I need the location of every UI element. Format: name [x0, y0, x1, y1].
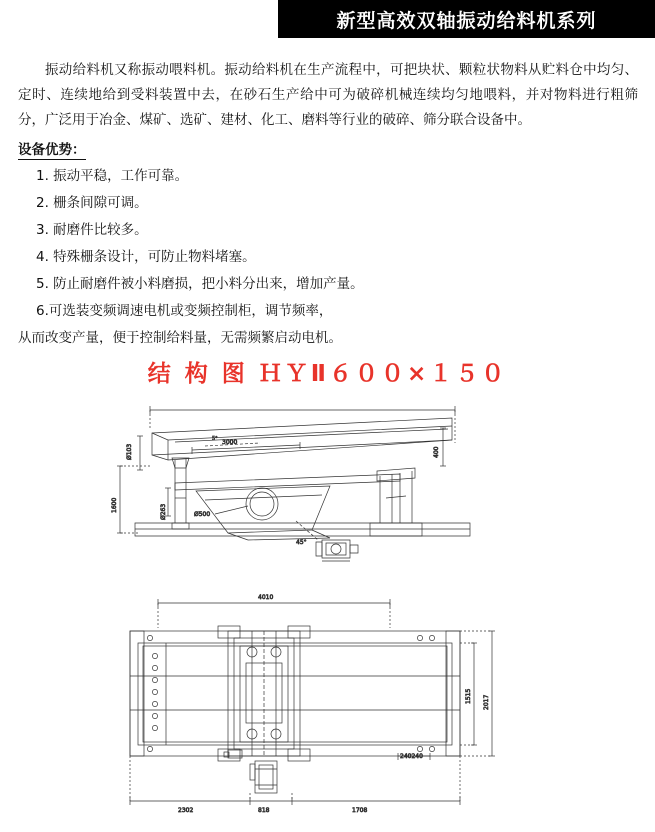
header-banner — [278, 0, 655, 38]
svg-text:818: 818 — [258, 807, 270, 814]
advantages-continuation: 从而改变产量，便于控制给料量，无需频繁启动电机。 — [18, 330, 342, 346]
advantages-heading — [18, 138, 86, 158]
list-item: 6.可选装变频调速电机或变频控制柜，调节频率， — [36, 303, 333, 319]
list-item: 5. 防止耐磨件被小料磨损，把小料分出来，增加产量。 — [36, 276, 364, 292]
svg-text:2017: 2017 — [483, 694, 490, 710]
list-item: 2. 栅条间隙可调。 — [36, 195, 148, 211]
svg-text:Ø263: Ø263 — [160, 503, 167, 520]
drawing-title: 结 构 图 ＨＹⅡ６００×１５０ — [147, 361, 508, 387]
intro-paragraph: 振动给料机又称振动喂料机。振动给料机在生产流程中，可把块状、颗粒状物料从贮料仓中均匀、定时、连续地给到受料装置中去，在砂石生产给中可为破碎机械连续均匀地喂料，并对物料进行粗筛分，广泛用于冶金、煤矿、选矿、建材、化工、磨料等行业的破碎、筛分联合设备中。 — [18, 62, 638, 128]
svg-text:4010: 4010 — [258, 594, 274, 601]
page-title: 新型高效双轴振动给料机系列 — [336, 9, 597, 32]
advantages-heading-text: 设备优势： — [18, 142, 86, 158]
svg-text:5°: 5° — [212, 436, 218, 442]
svg-text:240240: 240240 — [400, 753, 423, 760]
svg-text:Ø500: Ø500 — [194, 511, 211, 518]
svg-text:400: 400 — [433, 446, 440, 458]
technical-drawing — [0, 388, 655, 832]
list-item: 4. 特殊栅条设计，可防止物料堵塞。 — [36, 249, 256, 265]
svg-text:1600: 1600 — [111, 497, 118, 513]
svg-text:Ø103: Ø103 — [126, 443, 133, 460]
svg-text:2302: 2302 — [178, 807, 194, 814]
list-item: 3. 耐磨件比较多。 — [36, 222, 148, 238]
svg-text:45°: 45° — [296, 539, 307, 546]
list-item: 1. 振动平稳，工作可靠。 — [36, 168, 189, 184]
svg-text:3000: 3000 — [222, 439, 238, 446]
advantages-list — [18, 163, 638, 352]
svg-text:1515: 1515 — [465, 688, 472, 704]
svg-text:1708: 1708 — [352, 807, 368, 814]
